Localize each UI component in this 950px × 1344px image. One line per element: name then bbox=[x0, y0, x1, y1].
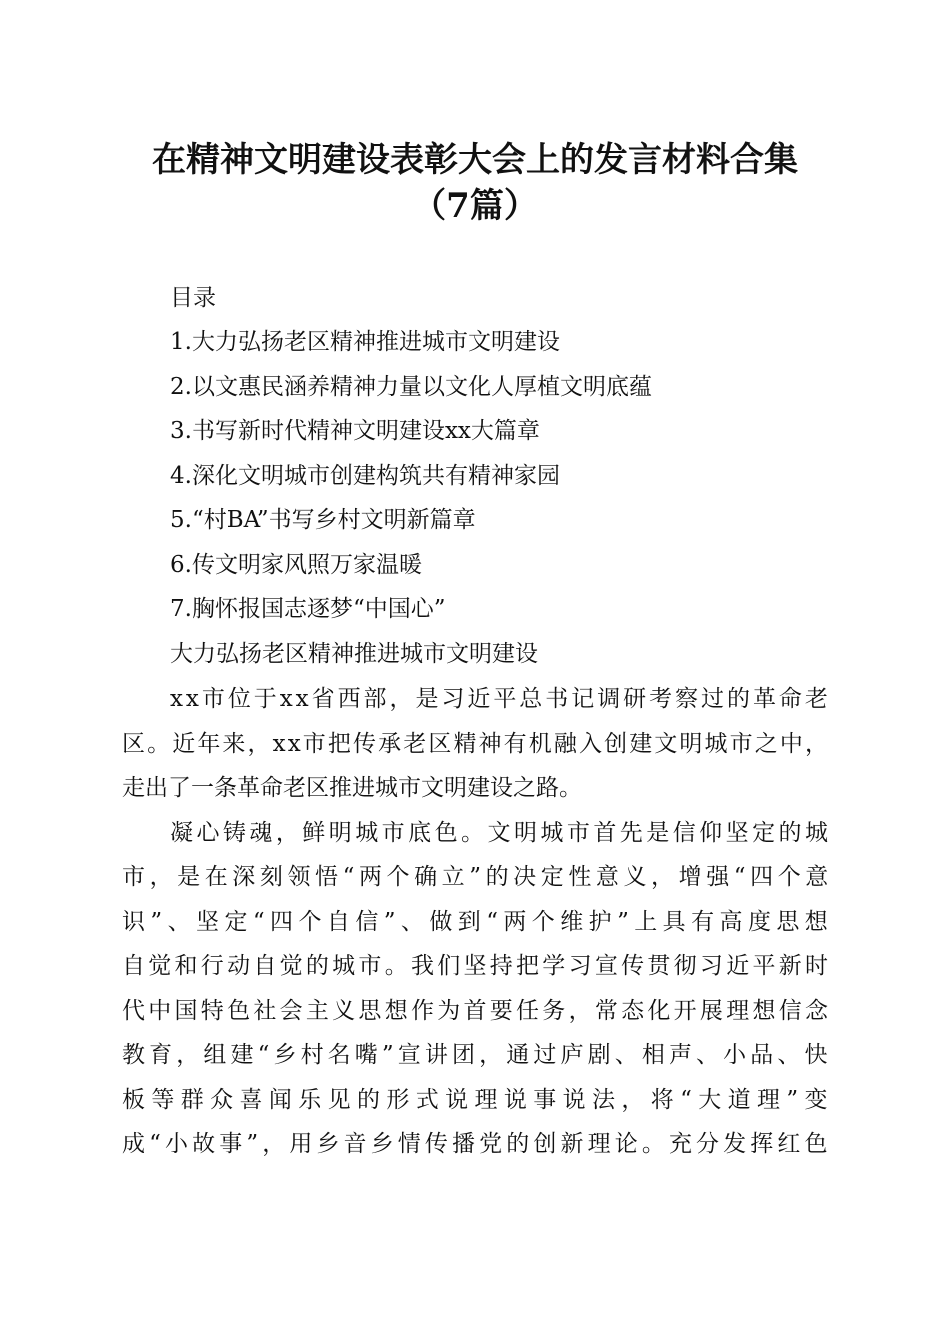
paragraph-line: xx市位于xx省西部，是习近平总书记调研考察过的革命老 bbox=[170, 686, 831, 712]
document-title-count: （7篇） bbox=[412, 186, 538, 226]
toc-item: 3.书写新时代精神文明建设xx大篇章 bbox=[170, 418, 540, 444]
paragraph-line: 板等群众喜闻乐见的形式说理说事说法，将“大道理”变 bbox=[122, 1087, 834, 1113]
document-title: 在精神文明建设表彰大会上的发言材料合集 bbox=[152, 140, 798, 180]
paragraph-line: 教育，组建“乡村名嘴”宣讲团，通过庐剧、相声、小品、快 bbox=[122, 1042, 832, 1068]
toc-item: 7.胸怀报国志逐梦“中国心” bbox=[170, 596, 446, 622]
toc-item: 1.大力弘扬老区精神推进城市文明建设 bbox=[170, 329, 560, 355]
section-title: 大力弘扬老区精神推进城市文明建设 bbox=[170, 641, 538, 667]
paragraph-line: 区。近年来，xx市把传承老区精神有机融入创建文明城市之中， bbox=[122, 731, 831, 757]
paragraph-line: 识”、坚定“四个自信”、做到“两个维护”上具有高度思想 bbox=[122, 909, 834, 935]
paragraph-line: 代中国特色社会主义思想作为首要任务，常态化开展理想信念 bbox=[122, 998, 832, 1024]
toc-item: 6.传文明家风照万家温暖 bbox=[170, 552, 422, 578]
paragraph-line: 成“小故事”，用乡音乡情传播党的创新理论。充分发挥红色 bbox=[122, 1131, 832, 1157]
paragraph-line: 凝心铸魂，鲜明城市底色。文明城市首先是信仰坚定的城 bbox=[170, 820, 832, 846]
toc-heading: 目录 bbox=[170, 285, 216, 311]
toc-item: 2.以文惠民涵养精神力量以文化人厚植文明底蕴 bbox=[170, 374, 652, 400]
paragraph-line: 市，是在深刻领悟“两个确立”的决定性意义，增强“四个意 bbox=[122, 864, 833, 890]
paragraph-line: 走出了一条革命老区推进城市文明建设之路。 bbox=[122, 775, 582, 801]
paragraph-line: 自觉和行动自觉的城市。我们坚持把学习宣传贯彻习近平新时 bbox=[122, 953, 832, 979]
toc-item: 4.深化文明城市创建构筑共有精神家园 bbox=[170, 463, 560, 489]
toc-item: 5.“村BA”书写乡村文明新篇章 bbox=[170, 507, 476, 533]
